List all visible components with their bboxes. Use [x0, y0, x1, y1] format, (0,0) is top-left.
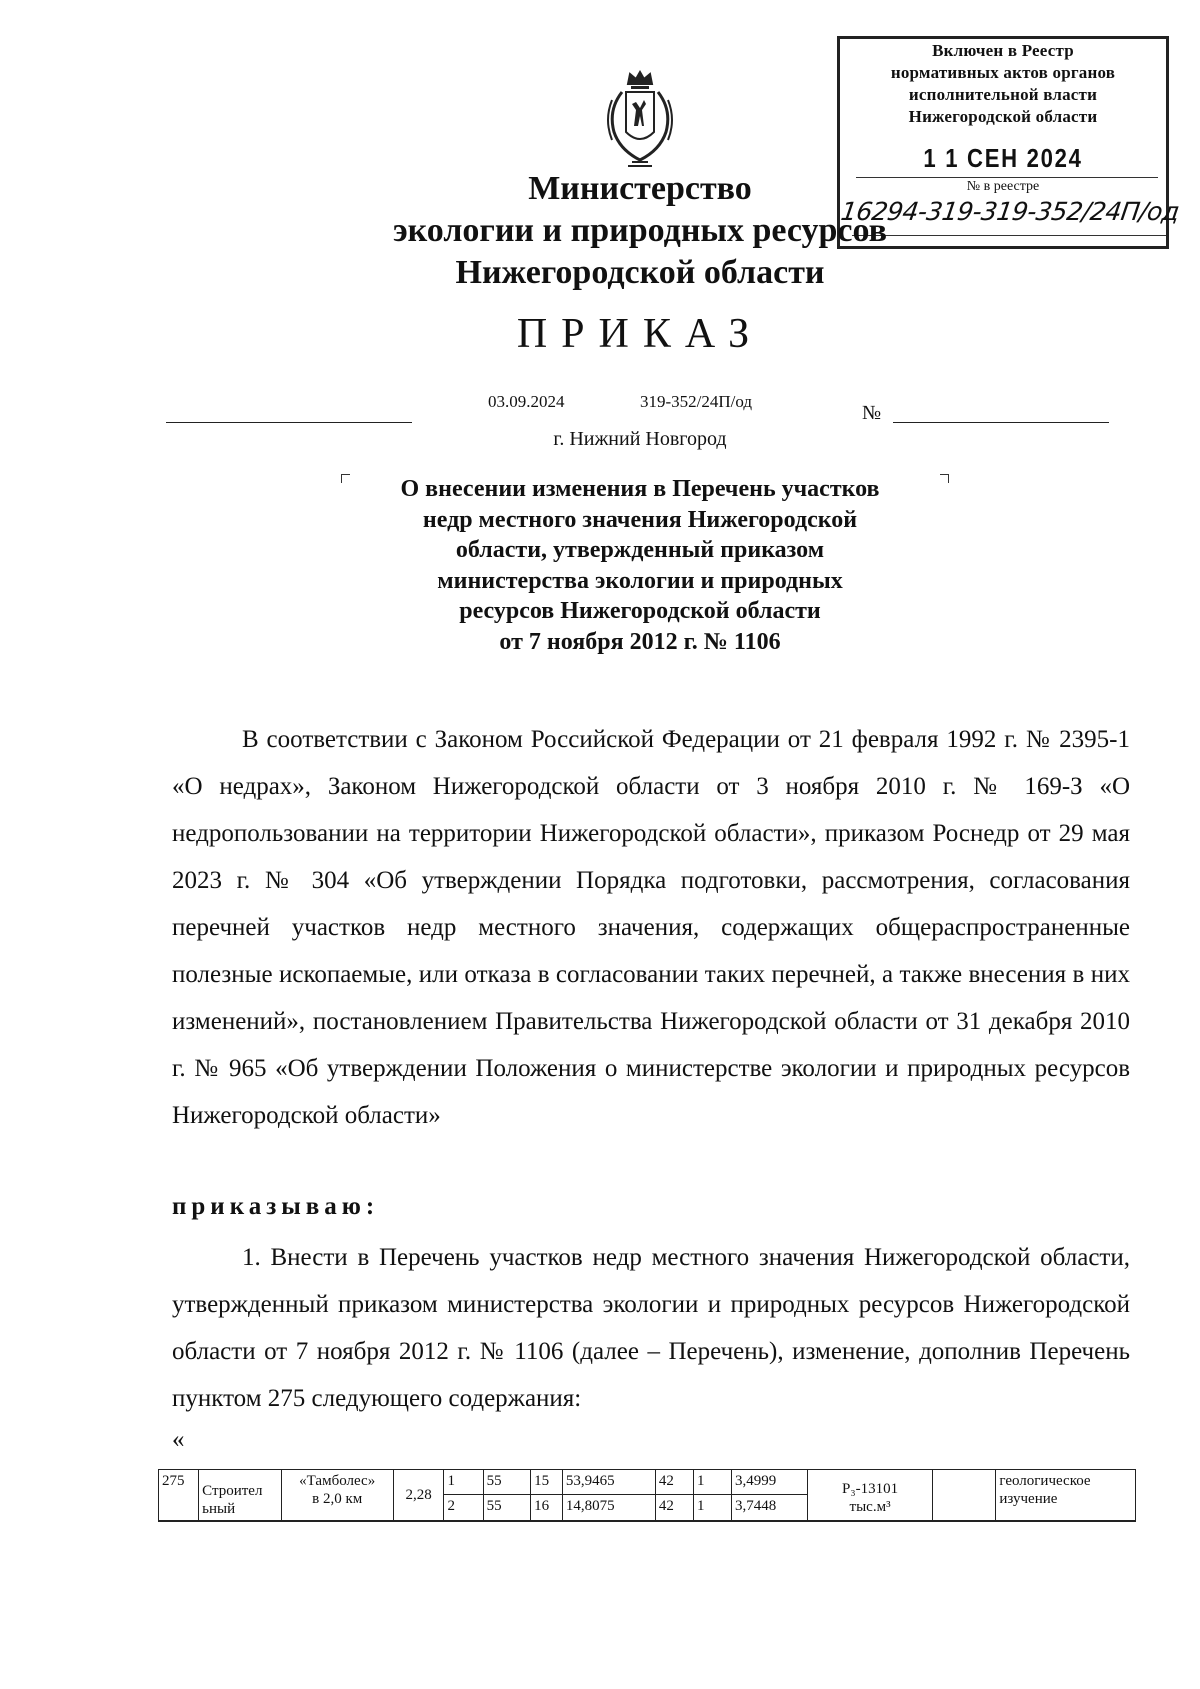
- lat-minutes: 16: [534, 1498, 550, 1515]
- document-type: ПРИКАЗ: [516, 311, 764, 357]
- point-cell: [444, 1470, 483, 1495]
- lon-minutes: 1: [696, 1473, 705, 1489]
- title-line-2: недр местного значения Нижегородской: [422, 506, 858, 533]
- lat-degrees: 55: [486, 1498, 502, 1515]
- lon-min-cell: [693, 1495, 731, 1521]
- lat-deg-cell: [483, 1495, 531, 1521]
- lat-seconds: 53,9465: [565, 1473, 615, 1489]
- lon-sec-cell: [732, 1495, 808, 1521]
- title-line-6: от 7 ноября 2012 г. № 1106: [499, 628, 781, 655]
- mineral-type-cell: [199, 1470, 281, 1522]
- lat-seconds: 14,8075: [565, 1498, 615, 1515]
- subsoil-plot-table: [158, 1469, 1136, 1522]
- lat-deg-cell: [483, 1470, 531, 1495]
- preamble-paragraph: В соответствии с Законом Российской Федерации от 21 февраля 1992 г. № 2395-1 «О недрах», Законом Нижегородской области от 3 ноября 2010 г. № 169-З «О недропользовании на территории Нижегородской области», приказом Роснедр от 29 мая 2023 г. № 304 «Об утверждении Порядка подготовки, рассмотрения, согласования перечней участков недр местного значения, содержащих общераспространенные полезные ископаемые, или отказа в согласовании таких перечней, а также внесения в них изменений», постановлением Правительства Нижегородской области от 31 декабря 2010 г. № 965 «Об утверждении Положения о министерстве экологии и природных ресурсов Нижегородской области»: [172, 726, 1130, 1129]
- title-line-5: ресурсов Нижегородской области: [459, 598, 821, 624]
- lon-degrees: 42: [658, 1473, 674, 1489]
- purpose-cell: [996, 1470, 1136, 1522]
- stamp-registry-number: 16294-319-319-352/24П/од: [839, 197, 1181, 226]
- plot-name-line-1: «Тамболес»: [299, 1473, 376, 1489]
- area-value: 2,28: [405, 1487, 432, 1503]
- plot-number: 275: [162, 1473, 185, 1489]
- area-cell: [393, 1470, 444, 1522]
- stamp-date: 1 1 СЕН 2024: [923, 143, 1083, 173]
- opening-quote: «: [172, 1426, 185, 1453]
- lat-min-cell: [531, 1470, 563, 1495]
- lat-degrees: 55: [486, 1473, 502, 1489]
- mineral-type-line-2: ьный: [202, 1501, 236, 1517]
- stamp-line-2: нормативных актов органов: [890, 63, 1116, 82]
- order-date: 03.09.2024: [488, 392, 565, 411]
- purpose-line-2: изучение: [999, 1491, 1058, 1507]
- lat-sec-cell: [562, 1470, 655, 1495]
- clause-1-paragraph: 1. Внести в Перечень участков недр местного значения Нижегородской области, утвержденный приказом министерства экологии и природных ресурсов Нижегородской области от 7 ноября 2012 г. № 1106 (далее – Перечень), изменение, дополнив Перечень пунктом 275 следующего содержания:: [172, 1244, 1130, 1412]
- mineral-type-line-1: Строител: [202, 1483, 263, 1499]
- lon-degrees: 42: [658, 1498, 674, 1515]
- title-line-1: О внесении изменения в Перечень участков: [400, 476, 880, 502]
- lat-sec-cell: [562, 1495, 655, 1521]
- plot-name-line-2: в 2,0 км: [312, 1491, 363, 1507]
- title-line-4: министерства экологии и природных: [437, 567, 843, 594]
- lon-deg-cell: [655, 1495, 693, 1521]
- orders-heading: приказываю:: [172, 1193, 380, 1220]
- lon-deg-cell: [655, 1470, 693, 1495]
- date-underline: [166, 422, 412, 423]
- resources-line-1: Р₃-13101: [842, 1481, 899, 1497]
- number-sign: №: [862, 402, 882, 424]
- table-row: [159, 1470, 1136, 1495]
- point-number: 2: [447, 1498, 455, 1515]
- number-underline: [893, 422, 1109, 423]
- lat-min-cell: [531, 1495, 563, 1521]
- point-number: 1: [447, 1473, 455, 1489]
- point-cell: [444, 1495, 483, 1521]
- coat-of-arms-emblem: [598, 70, 682, 168]
- order-number: 319-352/24П/од: [640, 392, 753, 411]
- lon-minutes: 1: [696, 1498, 705, 1515]
- empty-cell: [932, 1470, 995, 1522]
- lon-sec-cell: [732, 1470, 808, 1495]
- lat-minutes: 15: [534, 1473, 550, 1489]
- plot-name-cell: [281, 1470, 393, 1522]
- plot-number-cell: [159, 1470, 199, 1522]
- title-line-3: области, утвержденный приказом: [455, 537, 825, 563]
- purpose-line-1: геологическое: [999, 1473, 1091, 1489]
- ministry-name-line-3: Нижегородской области: [455, 254, 825, 291]
- lon-seconds: 3,7448: [735, 1498, 777, 1515]
- ministry-name-line-2: экологии и природных ресурсов: [392, 212, 888, 249]
- resources-line-2: тыс.м³: [849, 1499, 891, 1515]
- resources-cell: [808, 1470, 933, 1522]
- stamp-registry-label: № в реестре: [966, 179, 1040, 194]
- order-title: [300, 474, 980, 657]
- stamp-line-3: исполнительной власти: [908, 85, 1098, 104]
- city: г. Нижний Новгород: [553, 428, 727, 450]
- lon-min-cell: [693, 1470, 731, 1495]
- lon-seconds: 3,4999: [735, 1473, 777, 1489]
- stamp-line-4: Нижегородской области: [908, 107, 1098, 126]
- ministry-name-line-1: Министерство: [528, 170, 752, 207]
- stamp-line-1: Включен в Реестр: [932, 41, 1074, 60]
